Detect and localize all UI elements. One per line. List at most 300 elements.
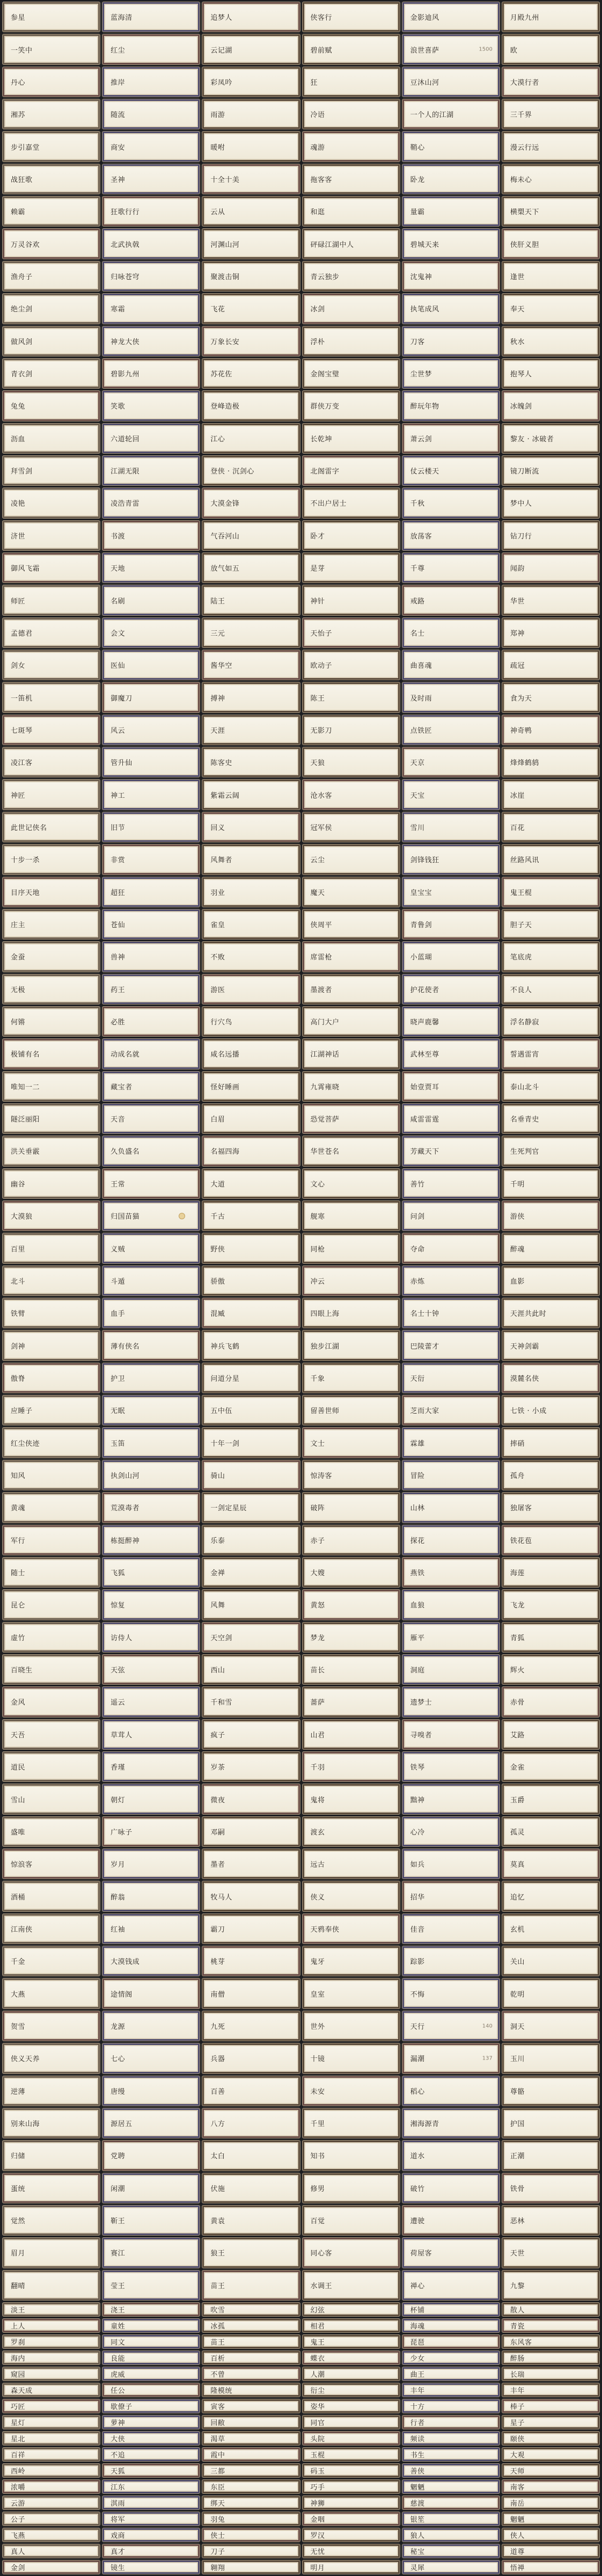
name-card[interactable] [502, 2464, 599, 2477]
name-card[interactable] [502, 2448, 599, 2461]
name-card[interactable] [502, 1978, 599, 2008]
name-card[interactable] [502, 2480, 599, 2493]
name-card[interactable] [102, 2496, 200, 2509]
name-card[interactable] [502, 1363, 599, 1393]
name-card[interactable] [502, 2351, 599, 2364]
name-card[interactable] [102, 34, 200, 64]
name-card[interactable] [202, 132, 299, 161]
name-card[interactable] [3, 391, 100, 420]
name-card[interactable] [102, 1817, 200, 1846]
name-card[interactable] [502, 1233, 599, 1263]
name-card[interactable] [202, 229, 299, 258]
name-card[interactable] [303, 2, 400, 32]
name-card[interactable] [102, 1622, 200, 1652]
name-card[interactable] [3, 2011, 100, 2041]
name-card[interactable] [202, 618, 299, 647]
name-card[interactable] [502, 618, 599, 647]
name-card[interactable] [102, 1720, 200, 1749]
name-card[interactable] [3, 261, 100, 291]
name-card[interactable] [102, 261, 200, 291]
name-card[interactable] [402, 747, 500, 777]
name-card[interactable] [102, 488, 200, 518]
name-card[interactable] [202, 682, 299, 712]
name-card[interactable] [303, 1493, 400, 1522]
name-card[interactable] [402, 2367, 500, 2381]
name-card[interactable] [402, 1460, 500, 1490]
name-card[interactable] [303, 1946, 400, 1976]
name-card[interactable] [402, 1039, 500, 1068]
name-card[interactable] [3, 1655, 100, 1684]
name-card[interactable] [303, 1687, 400, 1716]
name-card[interactable] [202, 1007, 299, 1036]
name-card[interactable] [202, 1655, 299, 1684]
name-card[interactable] [502, 1136, 599, 1166]
name-card[interactable] [202, 1525, 299, 1555]
name-card[interactable] [502, 2, 599, 32]
name-card[interactable] [402, 812, 500, 842]
name-card[interactable] [3, 812, 100, 842]
name-card[interactable] [402, 2173, 500, 2203]
name-card[interactable] [102, 164, 200, 194]
name-card[interactable] [303, 1330, 400, 1360]
name-card[interactable] [402, 715, 500, 745]
name-card[interactable] [402, 553, 500, 583]
name-card[interactable] [402, 2303, 500, 2316]
name-card[interactable] [202, 2351, 299, 2364]
name-card[interactable] [3, 1590, 100, 1619]
name-card[interactable] [202, 1136, 299, 1166]
name-card[interactable] [502, 2076, 599, 2106]
name-card[interactable] [402, 2383, 500, 2397]
name-card[interactable] [3, 942, 100, 971]
name-card[interactable] [502, 2303, 599, 2316]
name-card[interactable] [3, 2303, 100, 2316]
name-card[interactable] [402, 1104, 500, 1133]
name-card[interactable] [3, 715, 100, 745]
name-card[interactable] [3, 2399, 100, 2413]
name-card[interactable] [102, 99, 200, 129]
name-card[interactable] [303, 1881, 400, 1911]
name-card[interactable] [502, 1039, 599, 1068]
name-card[interactable] [202, 2448, 299, 2461]
name-card[interactable] [402, 1978, 500, 2008]
name-card[interactable] [303, 1752, 400, 1781]
name-card[interactable] [202, 164, 299, 194]
name-card[interactable] [402, 2512, 500, 2526]
name-card[interactable] [202, 1298, 299, 1328]
name-card[interactable] [303, 1622, 400, 1652]
name-card[interactable] [502, 2271, 599, 2300]
name-card[interactable] [303, 1590, 400, 1619]
name-card[interactable] [502, 294, 599, 323]
name-card[interactable] [502, 845, 599, 874]
name-card[interactable] [303, 1104, 400, 1133]
name-card[interactable] [303, 164, 400, 194]
name-card[interactable] [402, 326, 500, 356]
name-card[interactable] [102, 1881, 200, 1911]
name-card[interactable] [303, 2011, 400, 2041]
name-card[interactable] [303, 1655, 400, 1684]
name-card[interactable] [202, 2335, 299, 2348]
name-card[interactable] [502, 1525, 599, 1555]
name-card[interactable] [202, 2432, 299, 2445]
name-card[interactable] [502, 424, 599, 453]
name-card[interactable] [502, 164, 599, 194]
name-card[interactable] [3, 488, 100, 518]
name-card[interactable] [303, 359, 400, 388]
name-card[interactable] [102, 1655, 200, 1684]
name-card[interactable] [502, 261, 599, 291]
name-card[interactable] [502, 67, 599, 97]
name-card[interactable] [502, 1720, 599, 1749]
name-card[interactable] [102, 1978, 200, 2008]
name-card[interactable] [102, 197, 200, 226]
name-card[interactable] [102, 1428, 200, 1457]
name-card[interactable] [502, 1946, 599, 1976]
name-card[interactable] [3, 2108, 100, 2138]
name-card[interactable] [202, 99, 299, 129]
name-card[interactable] [502, 1266, 599, 1296]
name-card[interactable] [3, 132, 100, 161]
name-card[interactable] [502, 1493, 599, 1522]
name-card[interactable] [303, 67, 400, 97]
name-card[interactable] [402, 1752, 500, 1781]
name-card[interactable] [502, 1817, 599, 1846]
name-card[interactable] [502, 2383, 599, 2397]
name-card[interactable] [3, 1978, 100, 2008]
name-card[interactable] [502, 650, 599, 680]
name-card[interactable] [3, 2544, 100, 2558]
name-card[interactable] [102, 942, 200, 971]
name-card[interactable] [402, 1914, 500, 1944]
name-card[interactable] [3, 1493, 100, 1522]
name-card[interactable] [502, 359, 599, 388]
name-card[interactable] [3, 2206, 100, 2235]
name-card[interactable] [402, 197, 500, 226]
name-card[interactable] [3, 909, 100, 939]
name-card[interactable] [3, 747, 100, 777]
name-card[interactable] [102, 2560, 200, 2574]
name-card[interactable] [102, 2432, 200, 2445]
name-card[interactable] [102, 1590, 200, 1619]
name-card[interactable] [502, 2560, 599, 2574]
name-card[interactable] [102, 2464, 200, 2477]
name-card[interactable] [102, 1298, 200, 1328]
name-card[interactable] [102, 585, 200, 615]
name-card[interactable] [202, 456, 299, 485]
name-card[interactable] [502, 197, 599, 226]
name-card[interactable] [102, 2367, 200, 2381]
name-card[interactable] [303, 1363, 400, 1393]
name-card[interactable] [102, 1493, 200, 1522]
name-card[interactable] [202, 2383, 299, 2397]
name-card[interactable] [202, 780, 299, 809]
name-card[interactable] [502, 1428, 599, 1457]
name-card[interactable] [3, 1720, 100, 1749]
name-card[interactable] [303, 1428, 400, 1457]
name-card[interactable] [3, 1233, 100, 1263]
name-card[interactable] [502, 2544, 599, 2558]
name-card[interactable] [102, 1136, 200, 1166]
name-card[interactable] [102, 1460, 200, 1490]
name-card[interactable] [402, 1428, 500, 1457]
name-card[interactable] [303, 1720, 400, 1749]
name-card[interactable] [102, 2399, 200, 2413]
name-card[interactable] [502, 521, 599, 550]
name-card[interactable] [502, 34, 599, 64]
name-card[interactable] [303, 2448, 400, 2461]
name-card[interactable] [202, 197, 299, 226]
name-card[interactable] [202, 1914, 299, 1944]
name-card[interactable] [102, 715, 200, 745]
name-card[interactable] [303, 1201, 400, 1231]
name-card[interactable] [102, 229, 200, 258]
name-card[interactable] [303, 1233, 400, 1263]
name-card[interactable] [3, 1395, 100, 1425]
name-card[interactable] [402, 650, 500, 680]
name-card[interactable] [3, 682, 100, 712]
name-card[interactable] [102, 424, 200, 453]
name-card[interactable] [102, 1201, 200, 1231]
name-card[interactable] [202, 1849, 299, 1879]
name-card[interactable] [202, 812, 299, 842]
name-card[interactable] [402, 2399, 500, 2413]
name-card[interactable] [303, 715, 400, 745]
name-card[interactable] [202, 391, 299, 420]
name-card[interactable] [202, 2560, 299, 2574]
name-card[interactable] [202, 1395, 299, 1425]
name-card[interactable] [102, 747, 200, 777]
name-card[interactable] [202, 488, 299, 518]
name-card[interactable] [402, 2464, 500, 2477]
name-card[interactable] [102, 2415, 200, 2429]
name-card[interactable] [402, 164, 500, 194]
name-card[interactable] [202, 261, 299, 291]
name-card[interactable] [102, 1330, 200, 1360]
name-card[interactable] [202, 2464, 299, 2477]
name-card[interactable] [3, 197, 100, 226]
name-card[interactable] [303, 682, 400, 712]
name-card[interactable] [303, 909, 400, 939]
name-card[interactable] [502, 2432, 599, 2445]
name-card[interactable] [102, 1914, 200, 1944]
name-card[interactable] [402, 424, 500, 453]
name-card[interactable] [402, 99, 500, 129]
name-card[interactable] [303, 1817, 400, 1846]
name-card[interactable] [202, 1039, 299, 1068]
name-card[interactable] [402, 1330, 500, 1360]
name-card[interactable] [102, 1039, 200, 1068]
name-card[interactable] [502, 1590, 599, 1619]
name-card[interactable] [303, 2432, 400, 2445]
name-card[interactable] [202, 2108, 299, 2138]
name-card[interactable] [402, 67, 500, 97]
name-card[interactable] [402, 2108, 500, 2138]
name-card[interactable] [3, 2560, 100, 2574]
name-card[interactable] [303, 845, 400, 874]
name-card[interactable] [502, 2528, 599, 2542]
name-card[interactable] [102, 1104, 200, 1133]
name-card[interactable] [502, 715, 599, 745]
name-card[interactable] [3, 2415, 100, 2429]
name-card[interactable] [402, 2043, 500, 2073]
name-card[interactable] [502, 1784, 599, 1814]
name-card[interactable] [303, 2043, 400, 2073]
name-card[interactable] [402, 488, 500, 518]
name-card[interactable] [303, 2383, 400, 2397]
name-card[interactable] [102, 2, 200, 32]
name-card[interactable] [3, 618, 100, 647]
name-card[interactable] [502, 553, 599, 583]
name-card[interactable] [303, 2271, 400, 2300]
name-card[interactable] [3, 2173, 100, 2203]
name-card[interactable] [502, 2043, 599, 2073]
name-card[interactable] [402, 1007, 500, 1036]
name-card[interactable] [3, 1072, 100, 1101]
name-card[interactable] [102, 456, 200, 485]
name-card[interactable] [502, 1072, 599, 1101]
name-card[interactable] [102, 682, 200, 712]
name-card[interactable] [402, 1072, 500, 1101]
name-card[interactable] [303, 1136, 400, 1166]
name-card[interactable] [3, 424, 100, 453]
name-card[interactable] [3, 34, 100, 64]
name-card[interactable] [303, 1460, 400, 1490]
name-card[interactable] [402, 1558, 500, 1587]
name-card[interactable] [303, 1072, 400, 1101]
name-card[interactable] [202, 2173, 299, 2203]
name-card[interactable] [303, 229, 400, 258]
name-card[interactable] [402, 845, 500, 874]
name-card[interactable] [202, 2528, 299, 2542]
name-card[interactable] [3, 2, 100, 32]
name-card[interactable] [102, 2108, 200, 2138]
name-card[interactable] [3, 294, 100, 323]
name-card[interactable] [3, 1460, 100, 1490]
name-card[interactable] [202, 1104, 299, 1133]
name-card[interactable] [202, 424, 299, 453]
name-card[interactable] [3, 845, 100, 874]
name-card[interactable] [502, 1395, 599, 1425]
name-card[interactable] [3, 1622, 100, 1652]
name-card[interactable] [402, 682, 500, 712]
name-card[interactable] [402, 1298, 500, 1328]
name-card[interactable] [303, 2303, 400, 2316]
name-card[interactable] [3, 1363, 100, 1393]
name-card[interactable] [202, 1266, 299, 1296]
name-card[interactable] [102, 2351, 200, 2364]
name-card[interactable] [502, 877, 599, 907]
name-card[interactable] [102, 521, 200, 550]
name-card[interactable] [102, 67, 200, 97]
name-card[interactable] [3, 2528, 100, 2542]
name-card[interactable] [303, 1395, 400, 1425]
name-card[interactable] [502, 780, 599, 809]
name-card[interactable] [402, 585, 500, 615]
name-card[interactable] [402, 942, 500, 971]
name-card[interactable] [402, 1493, 500, 1522]
name-card[interactable] [202, 1428, 299, 1457]
name-card[interactable] [303, 553, 400, 583]
name-card[interactable] [502, 2399, 599, 2413]
name-card[interactable] [102, 618, 200, 647]
name-card[interactable] [303, 650, 400, 680]
name-card[interactable] [3, 877, 100, 907]
name-card[interactable] [303, 2399, 400, 2413]
name-card[interactable] [202, 585, 299, 615]
name-card[interactable] [502, 2141, 599, 2170]
name-card[interactable] [102, 974, 200, 1004]
name-card[interactable] [102, 1946, 200, 1976]
name-card[interactable] [3, 229, 100, 258]
name-card[interactable] [102, 845, 200, 874]
name-card[interactable] [102, 2544, 200, 2558]
name-card[interactable] [303, 2238, 400, 2267]
name-card[interactable] [502, 1007, 599, 1036]
name-card[interactable] [3, 1266, 100, 1296]
name-card[interactable] [3, 2496, 100, 2509]
name-card[interactable] [402, 2415, 500, 2429]
name-card[interactable] [202, 2544, 299, 2558]
name-card[interactable] [202, 845, 299, 874]
name-card[interactable] [303, 2544, 400, 2558]
name-card[interactable] [502, 1104, 599, 1133]
name-card[interactable] [303, 2319, 400, 2332]
name-card[interactable] [303, 2464, 400, 2477]
name-card[interactable] [102, 780, 200, 809]
name-card[interactable] [402, 456, 500, 485]
name-card[interactable] [3, 1298, 100, 1328]
name-card[interactable] [303, 1039, 400, 1068]
name-card[interactable] [402, 1817, 500, 1846]
name-card[interactable] [202, 2206, 299, 2235]
name-card[interactable] [402, 229, 500, 258]
name-card[interactable] [3, 1525, 100, 1555]
name-card[interactable] [202, 1558, 299, 1587]
name-card[interactable] [102, 132, 200, 161]
name-card[interactable] [502, 2496, 599, 2509]
name-card[interactable] [502, 2173, 599, 2203]
name-card[interactable] [202, 2415, 299, 2429]
name-card[interactable] [102, 812, 200, 842]
name-card[interactable] [202, 1233, 299, 1263]
name-card[interactable] [502, 2011, 599, 2041]
name-card[interactable] [402, 294, 500, 323]
name-card[interactable] [202, 34, 299, 64]
name-card[interactable] [303, 585, 400, 615]
name-card[interactable] [303, 1849, 400, 1879]
name-card[interactable] [402, 1784, 500, 1814]
name-card[interactable] [202, 909, 299, 939]
name-card[interactable] [303, 424, 400, 453]
name-card[interactable] [303, 132, 400, 161]
name-card[interactable] [303, 2415, 400, 2429]
name-card[interactable] [303, 488, 400, 518]
name-card[interactable] [502, 1558, 599, 1587]
name-card[interactable] [202, 1946, 299, 1976]
name-card[interactable] [402, 359, 500, 388]
name-card[interactable] [402, 2271, 500, 2300]
name-card[interactable] [502, 488, 599, 518]
name-card[interactable] [402, 391, 500, 420]
name-card[interactable] [303, 942, 400, 971]
name-card[interactable] [502, 1849, 599, 1879]
name-card[interactable] [402, 2, 500, 32]
name-card[interactable] [102, 1687, 200, 1716]
name-card[interactable] [502, 682, 599, 712]
name-card[interactable] [303, 2173, 400, 2203]
name-card[interactable] [3, 1007, 100, 1036]
